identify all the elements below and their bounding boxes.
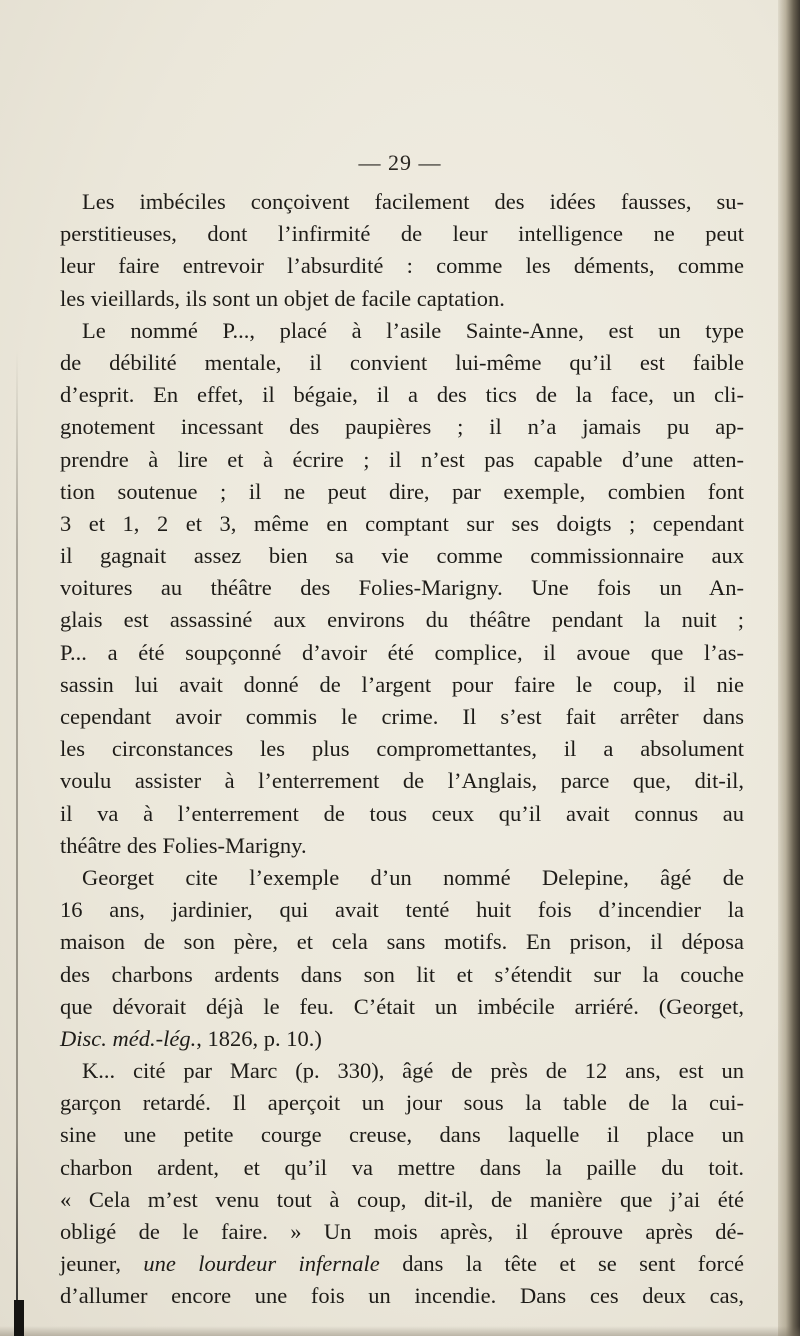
body-text (60, 186, 744, 1313)
text-fragment: de débilité mentale, il convient lui-même qu’il est faible (60, 349, 744, 375)
text-fragment: il gagnait assez bien sa vie comme commissionnaire aux (60, 543, 744, 569)
text-fragment: jeuner, (60, 1251, 144, 1277)
text-line (60, 894, 744, 926)
text-line (60, 1119, 744, 1151)
text-fragment: perstitieuses, dont l’infirmité de leur intelligence ne peut (60, 221, 744, 247)
text-line (60, 991, 744, 1023)
text-fragment: voulu assister à l’enterrement de l’Anglais, parce que, dit-il, (60, 768, 744, 794)
text-line (60, 1216, 744, 1248)
text-line (60, 476, 744, 508)
text-fragment: d’esprit. En effet, il bégaie, il a des tics de la face, un cli- (60, 382, 744, 408)
text-line (60, 379, 744, 411)
text-fragment: Georget cite l’exemple d’un nommé Delepine, âgé de (82, 864, 744, 890)
text-fragment: cependant avoir commis le crime. Il s’est fait arrêter dans (60, 704, 744, 729)
text-fragment: K... cité par Marc (p. 330), âgé de près de 12 ans, est un (82, 1058, 744, 1084)
text-line (60, 347, 744, 379)
text-line (60, 830, 744, 862)
text-line (60, 540, 744, 572)
text-line (60, 444, 744, 476)
text-fragment: dans la tête et se sent forcé (379, 1251, 744, 1277)
text-line (60, 669, 744, 701)
text-fragment: obligé de le faire. » Un mois après, il éprouve après dé- (60, 1219, 744, 1244)
text-line (60, 186, 744, 218)
text-line (60, 926, 744, 958)
binding-gutter (16, 350, 18, 1336)
text-line (60, 411, 744, 443)
page-bottom-shadow (0, 1326, 800, 1336)
text-fragment: prendre à lire et à écrire ; il n’est pas capable d’une atten- (60, 446, 744, 472)
text-fragment: théâtre des Folies-Marigny. (60, 832, 307, 858)
text-fragment: sine une petite courge creuse, dans laquelle il place un (60, 1122, 744, 1148)
text-fragment: Les imbéciles conçoivent facilement des idées fausses, su- (82, 189, 744, 214)
text-fragment: 16 ans, jardinier, qui avait tenté huit fois d’incendier la (60, 897, 744, 923)
text-fragment: , 1826, p. 10.) (196, 1025, 322, 1051)
italic-citation: Disc. méd.-lég. (60, 1025, 197, 1051)
text-fragment: leur faire entrevoir l’absurdité : comme les déments, comme (60, 253, 744, 279)
text-line (60, 315, 744, 347)
text-line (60, 798, 744, 830)
text-line (60, 1087, 744, 1119)
page-edge-right (778, 0, 800, 1336)
text-fragment: que dévorait déjà le feu. C’était un imbécile arriéré. (Georget, (60, 993, 744, 1019)
text-line (60, 1248, 744, 1280)
text-line (60, 862, 744, 894)
text-fragment: voitures au théâtre des Folies-Marigny. Une fois un An- (60, 575, 744, 601)
text-fragment: gnotement incessant des paupières ; il n’a jamais pu ap- (60, 414, 744, 440)
text-line (60, 1184, 744, 1216)
text-line (60, 765, 744, 797)
text-fragment: Le nommé P..., placé à l’asile Sainte-Anne, est un type (82, 317, 744, 343)
text-line (60, 250, 744, 282)
text-fragment: garçon retardé. Il aperçoit un jour sous la table de la cui- (60, 1090, 744, 1116)
text-fragment: « Cela m’est venu tout à coup, dit-il, de manière que j’ai été (60, 1186, 744, 1212)
text-line (60, 508, 744, 540)
text-fragment: les vieillards, ils sont un objet de facile captation. (60, 285, 505, 311)
text-fragment: P... a été soupçonné d’avoir été complice, il avoue que l’as- (60, 639, 744, 665)
binding-corner (14, 1300, 24, 1336)
text-line (60, 572, 744, 604)
page-number: — 29 — (358, 150, 442, 175)
text-line (60, 1152, 744, 1184)
text-line (60, 701, 744, 733)
text-fragment: 3 et 1, 2 et 3, même en comptant sur ses doigts ; cependant (60, 510, 744, 536)
text-fragment: maison de son père, et cela sans motifs. En prison, il déposa (60, 929, 744, 955)
text-line (60, 1055, 744, 1087)
text-fragment: les circonstances les plus compromettantes, il a absolument (60, 736, 744, 762)
text-line (60, 218, 744, 250)
text-line (60, 1280, 744, 1312)
text-line (60, 604, 744, 636)
text-fragment: charbon ardent, et qu’il va mettre dans la paille du toit. (60, 1154, 744, 1180)
text-line (60, 1023, 744, 1055)
text-fragment: glais est assassiné aux environs du théâtre pendant la nuit ; (60, 607, 744, 633)
text-line (60, 637, 744, 669)
text-line (60, 733, 744, 765)
text-line (60, 283, 744, 315)
text-fragment: tion soutenue ; il ne peut dire, par exemple, combien font (60, 478, 744, 504)
text-fragment: des charbons ardents dans son lit et s’étendit sur la couche (60, 961, 744, 987)
text-fragment: d’allumer encore une fois un incendie. Dans ces deux cas, (60, 1283, 744, 1309)
text-fragment: il va à l’enterrement de tous ceux qu’il avait connus au (60, 800, 744, 826)
italic-phrase: une lourdeur infernale (143, 1251, 380, 1277)
text-fragment: sassin lui avait donné de l’argent pour faire le coup, il nie (60, 671, 744, 697)
text-line (60, 959, 744, 991)
